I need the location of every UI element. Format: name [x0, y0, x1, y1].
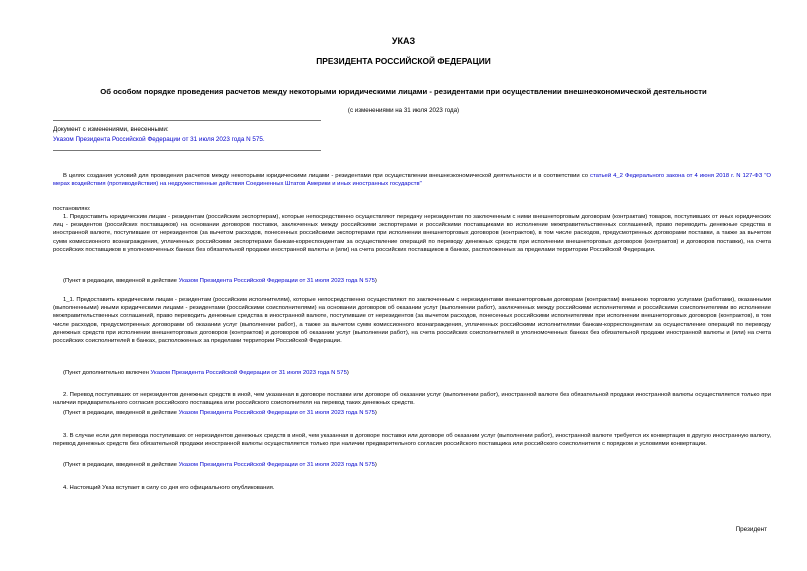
- law-link[interactable]: статьей 4_2 Федерального закона от 4 июня 2018 г. N 127-ФЗ "О мерах воздействия (противодействия) на недружественные действия Соединенных Штатов Америки и иных иностранных государств": [53, 173, 771, 188]
- preamble: [53, 172, 771, 188]
- decree-subheading: ПРЕЗИДЕНТА РОССИЙСКОЙ ФЕДЕРАЦИИ: [316, 56, 491, 66]
- changes-link[interactable]: Указом Президента Российской Федерации от 31 июля 2023 года N 575.: [53, 136, 265, 143]
- changes-bottom-rule: [53, 150, 321, 151]
- paragraph-4: 4. Настоящий Указ вступает в силу со дня его официального опубликования.: [63, 485, 275, 491]
- signature: Президент: [735, 526, 767, 533]
- paragraph-2: 2. Перевод поступивших от нерезидентов денежных средств в иной, чем указанная в договоре поставки или договоре об оказании услуг (выполнении работ), иностранной валюте без обязательной продажи иностранной валюты осуществляется только при наличии предварительного согласия российского поставщика или российского соисполнителя на перевод таких денежных средств.: [53, 392, 771, 407]
- amendment-link[interactable]: Указом Президента Российской Федерации от 31 июля 2023 года N 575: [150, 370, 347, 376]
- paragraph-1-1-note: [53, 369, 771, 377]
- resolve-word: постановляю:: [53, 206, 91, 212]
- note-close: ): [374, 462, 377, 468]
- paragraph-1: 1. Предоставить юридическим лицам - резидентам (российским экспортерам), которые непосредственно осуществляют передачу нерезидентам по заключенным с ними внешнеторговым договорам (контрактам) товаров, поступивших от иных юридических лиц - резидентов (российских поставщиков) на основании договоров поставки, заключенных между российскими экспортерами и российскими поставщиками во исполнение межправительственных соглашений, право переводить денежные средства в иностранной валюте, поступившие от нерезидентов (за вычетом расходов, понесенных российскими экспортерами при исполнении внешнеторговых договоров (контрактов), в том числе расходов, предусмотренных договорами поставки, а также за вычетом сумм комиссионного вознаграждения, уплаченных российскими экспортерами банкам-корреспондентам за осуществление операций по переводу денежных средств при исполнении внешнеторговых договоров (контрактов) и договоров поставки), на счета российских поставщиков в уполномоченных банках без обязательной продажи иностранной валюты и (или) на счета российских поставщиков в банках, расположенных за пределами территории Российской Федерации.: [53, 214, 771, 253]
- note-text: (Пункт в редакции, введенной в действие: [63, 462, 179, 468]
- note-close: ): [374, 278, 377, 284]
- changes-label: Документ с изменениями, внесенными:: [53, 126, 169, 133]
- paragraph-1-1: 1_1. Предоставить юридическим лицам - резидентам (российским исполнителям), которые непосредственно осуществляют по заключенным с нерезидентами внешнеторговым договорам (контрактам) внешнюю торговлю услугами (работами), оказанными (выполненными) иными юридическими лицами - резидентами (российскими соисполнителями) на основании договоров об оказании услуг (выполнении работ), заключенных между российскими исполнителями и российскими соисполнителями во исполнение межправительственных соглашений, право переводить денежные средства в иностранной валюте, поступившие от нерезидентов (за вычетом расходов, понесенных российскими исполнителями при исполнении внешнеторговых договоров (контрактов), в том числе расходов, предусмотренных договорами об оказании услуг (выполнении работ), а также за вычетом сумм комиссионного вознаграждения, уплаченных российскими исполнителями банкам-корреспондентам за осуществление операций по переводу денежных средств при исполнении внешнеторговых договоров (контрактов) и договоров об оказании услуг (выполнении работ), на счета российских соисполнителей в уполномоченных банках без обязательной продажи иностранной валюты и (или) на счета российских соисполнителей в банках, расположенных за пределами территории Российской Федерации.: [53, 297, 771, 345]
- changes-top-rule: [53, 120, 321, 121]
- note-close: ): [346, 370, 349, 376]
- document-title: Об особом порядке проведения расчетов между некоторыми юридическими лицами - резидентами при осуществлении внешнеэкономической деятельности: [100, 87, 707, 96]
- paragraph-3: 3. В случае если для перевода поступивших от нерезидентов денежных средств в иной, чем указанная в договоре поставки или договоре об оказании услуг (выполнении работ), иностранной валюте требуется их конвертация в другую иностранную валюту, перевод денежных средств без обязательной продажи иностранной валюты осуществляется только при наличии предварительного согласия российского поставщика или российского соисполнителя с порядком и условиями конвертации.: [53, 433, 771, 448]
- note-text: (Пункт в редакции, введенной в действие: [63, 410, 179, 416]
- note-text: (Пункт дополнительно включен: [63, 370, 151, 376]
- paragraph-1-note: [53, 277, 771, 285]
- decree-heading: УКАЗ: [391, 36, 416, 46]
- note-text: (Пункт в редакции, введенной в действие: [63, 278, 179, 284]
- paragraph-2-note: [53, 409, 771, 417]
- note-close: ): [374, 410, 377, 416]
- amendment-link[interactable]: Указом Президента Российской Федерации от 31 июля 2023 года N 575: [178, 462, 375, 468]
- edition-note: (с изменениями на 31 июля 2023 года): [347, 107, 460, 114]
- amendment-link[interactable]: Указом Президента Российской Федерации от 31 июля 2023 года N 575: [178, 410, 375, 416]
- paragraph-3-note: [53, 461, 771, 469]
- amendment-link[interactable]: Указом Президента Российской Федерации от 31 июля 2023 года N 575: [178, 278, 375, 284]
- preamble-text: В целях создания условий для проведения расчетов между некоторыми юридическими лицами - резидентами при осуществлении внешнеэкономической деятельности и в соответствии со: [63, 173, 591, 179]
